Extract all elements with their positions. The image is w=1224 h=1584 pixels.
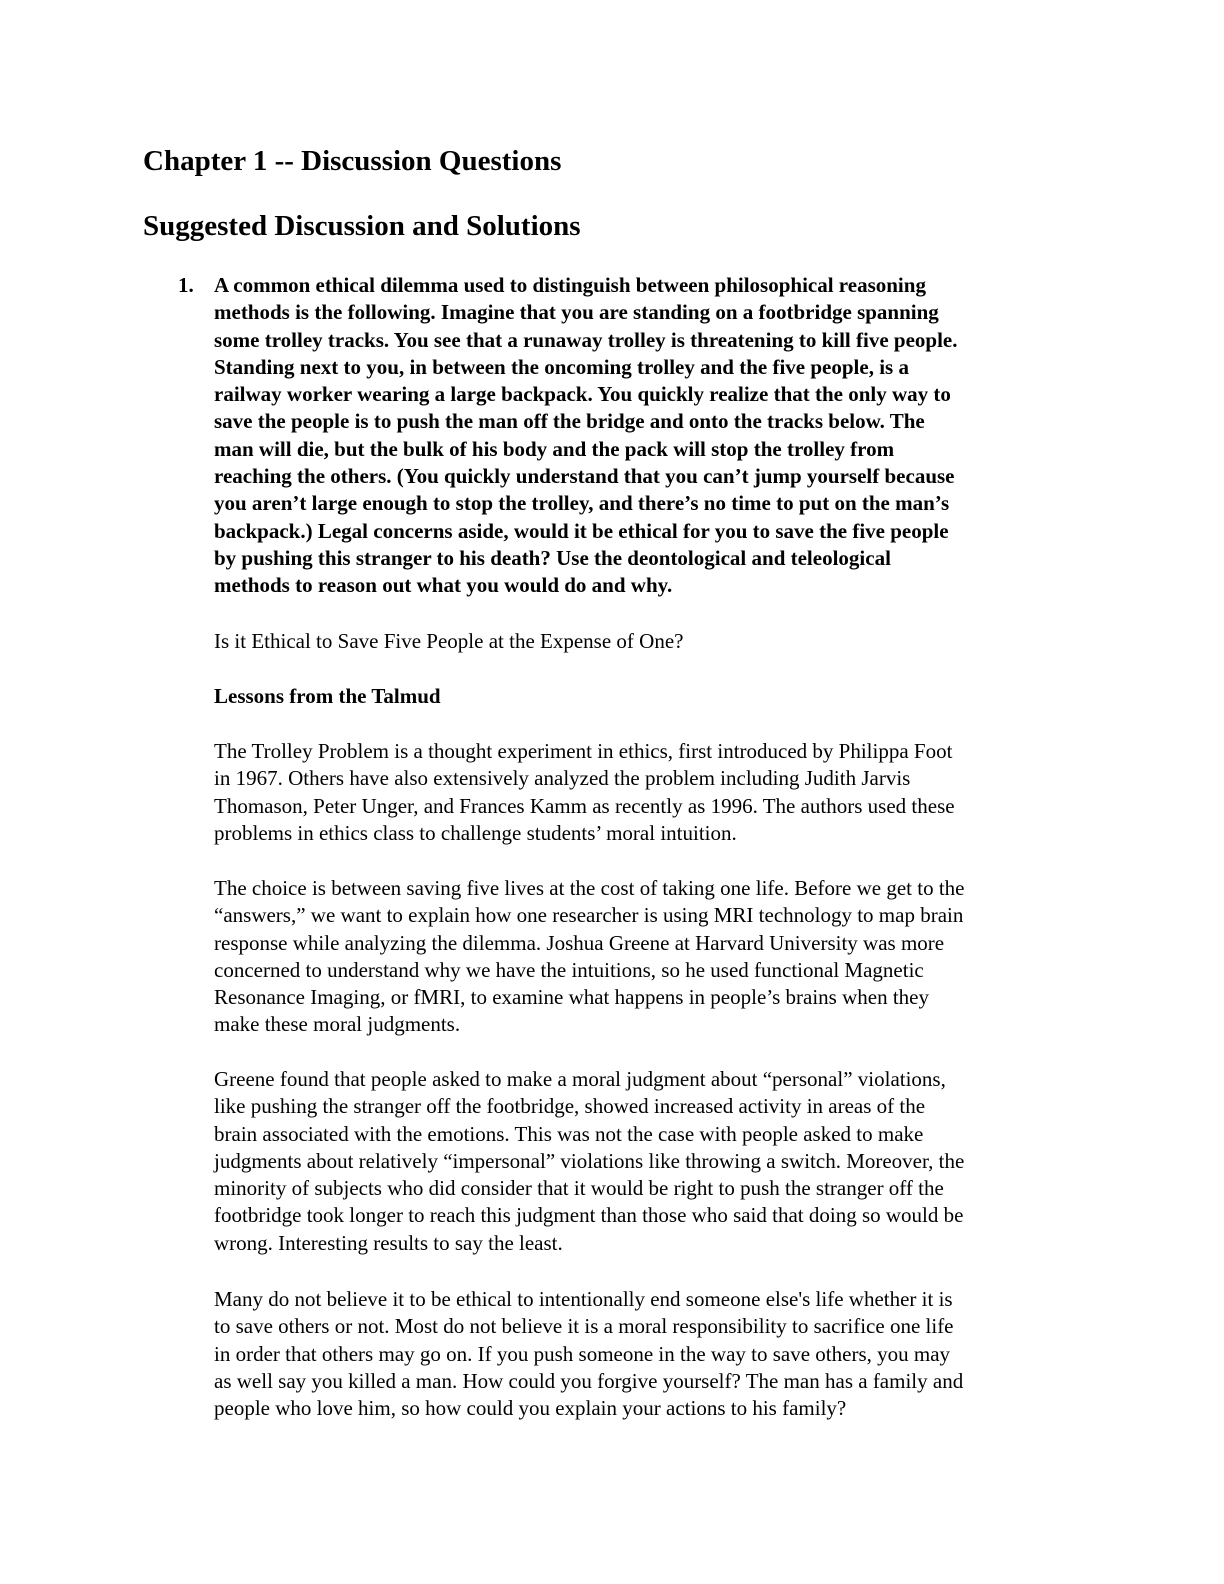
paragraph-line: problems in ethics class to challenge students’ moral intuition. <box>214 820 737 845</box>
question-line: backpack.) Legal concerns aside, would it be ethical for you to save the five people <box>214 518 949 543</box>
paragraph-1 <box>214 738 1084 847</box>
question-line: you aren’t large enough to stop the trolley, and there’s no time to put on the man’s <box>214 491 950 516</box>
paragraph-line: in 1967. Others have also extensively analyzed the problem including Judith Jarvis <box>214 766 911 791</box>
paragraph-line: Greene found that people asked to make a moral judgment about “personal” violations, <box>214 1067 946 1091</box>
paragraph-line: Thomason, Peter Unger, and Frances Kamm as recently as 1996. The authors used these <box>214 793 955 818</box>
question-line: A common ethical dilemma used to distinguish between philosophical reasoning <box>214 273 926 297</box>
paragraph-line: people who love him, so how could you explain your actions to his family? <box>214 1396 847 1421</box>
paragraph-line: The choice is between saving five lives at the cost of taking one life. Before we get to the <box>214 876 965 900</box>
section-title: Suggested Discussion and Solutions <box>143 210 581 242</box>
question-number: 1. <box>178 273 194 297</box>
paragraph-line: brain associated with the emotions. This was not the case with people asked to make <box>214 1121 924 1146</box>
paragraph-line: concerned to understand why we have the intuitions, so he used functional Magnetic <box>214 957 924 982</box>
paragraph-3 <box>214 1066 1084 1257</box>
question-line: railway worker wearing a large backpack. You quickly realize that the only way to <box>214 382 951 407</box>
paragraph-line: judgments about relatively “impersonal” violations like throwing a switch. Moreover, the <box>214 1148 965 1173</box>
paragraph-line: “answers,” we want to explain how one researcher is using MRI technology to map brain <box>214 903 964 928</box>
paragraph-line: The Trolley Problem is a thought experiment in ethics, first introduced by Philippa Foot <box>214 739 953 763</box>
paragraph-line: in order that others may go on. If you push someone in the way to save others, you may <box>214 1341 951 1366</box>
paragraph-line: response while analyzing the dilemma. Joshua Greene at Harvard University was more <box>214 930 945 955</box>
paragraph-line: Many do not believe it to be ethical to intentionally end someone else's life whether it is <box>214 1287 953 1311</box>
question-line: reaching the others. (You quickly understand that you can’t jump yourself because <box>214 464 955 489</box>
question-line: methods is the following. Imagine that you are standing on a footbridge spanning <box>214 300 939 325</box>
paragraph-2 <box>214 875 1084 1039</box>
question-line: some trolley tracks. You see that a runaway trolley is threatening to kill five people. <box>214 327 958 352</box>
answer-title-text: Is it Ethical to Save Five People at the Expense of One? <box>214 629 684 653</box>
chapter-title: Chapter 1 -- Discussion Questions <box>143 145 562 177</box>
question-line: save the people is to push the man off the bridge and onto the tracks below. The <box>214 409 925 434</box>
question-line: Standing next to you, in between the oncoming trolley and the five people, is a <box>214 354 909 379</box>
paragraph-4 <box>214 1286 1084 1422</box>
question-line: methods to reason out what you would do and why. <box>214 573 673 598</box>
paragraph-line: footbridge took longer to reach this judgment than those who said that doing so would be <box>214 1203 964 1228</box>
subheading: Lessons from the Talmud <box>214 684 441 708</box>
paragraph-line: as well say you killed a man. How could you forgive yourself? The man has a family and <box>214 1368 964 1393</box>
paragraph-line: Resonance Imaging, or fMRI, to examine what happens in people’s brains when they <box>214 985 929 1010</box>
paragraph-line: like pushing the stranger off the footbridge, showed increased activity in areas of the <box>214 1094 926 1119</box>
answer-title <box>214 628 1084 655</box>
paragraph-line: minority of subjects who did consider that it would be right to push the stranger off the <box>214 1176 944 1201</box>
question-line: by pushing this stranger to his death? Use the deontological and teleological <box>214 545 891 570</box>
question-text <box>214 272 1084 600</box>
paragraph-line: make these moral judgments. <box>214 1012 461 1037</box>
question-line: man will die, but the bulk of his body and the pack will stop the trolley from <box>214 436 895 461</box>
paragraph-line: to save others or not. Most do not believe it is a moral responsibility to sacrifice one life <box>214 1314 954 1339</box>
paragraph-line: wrong. Interesting results to say the least. <box>214 1230 563 1255</box>
